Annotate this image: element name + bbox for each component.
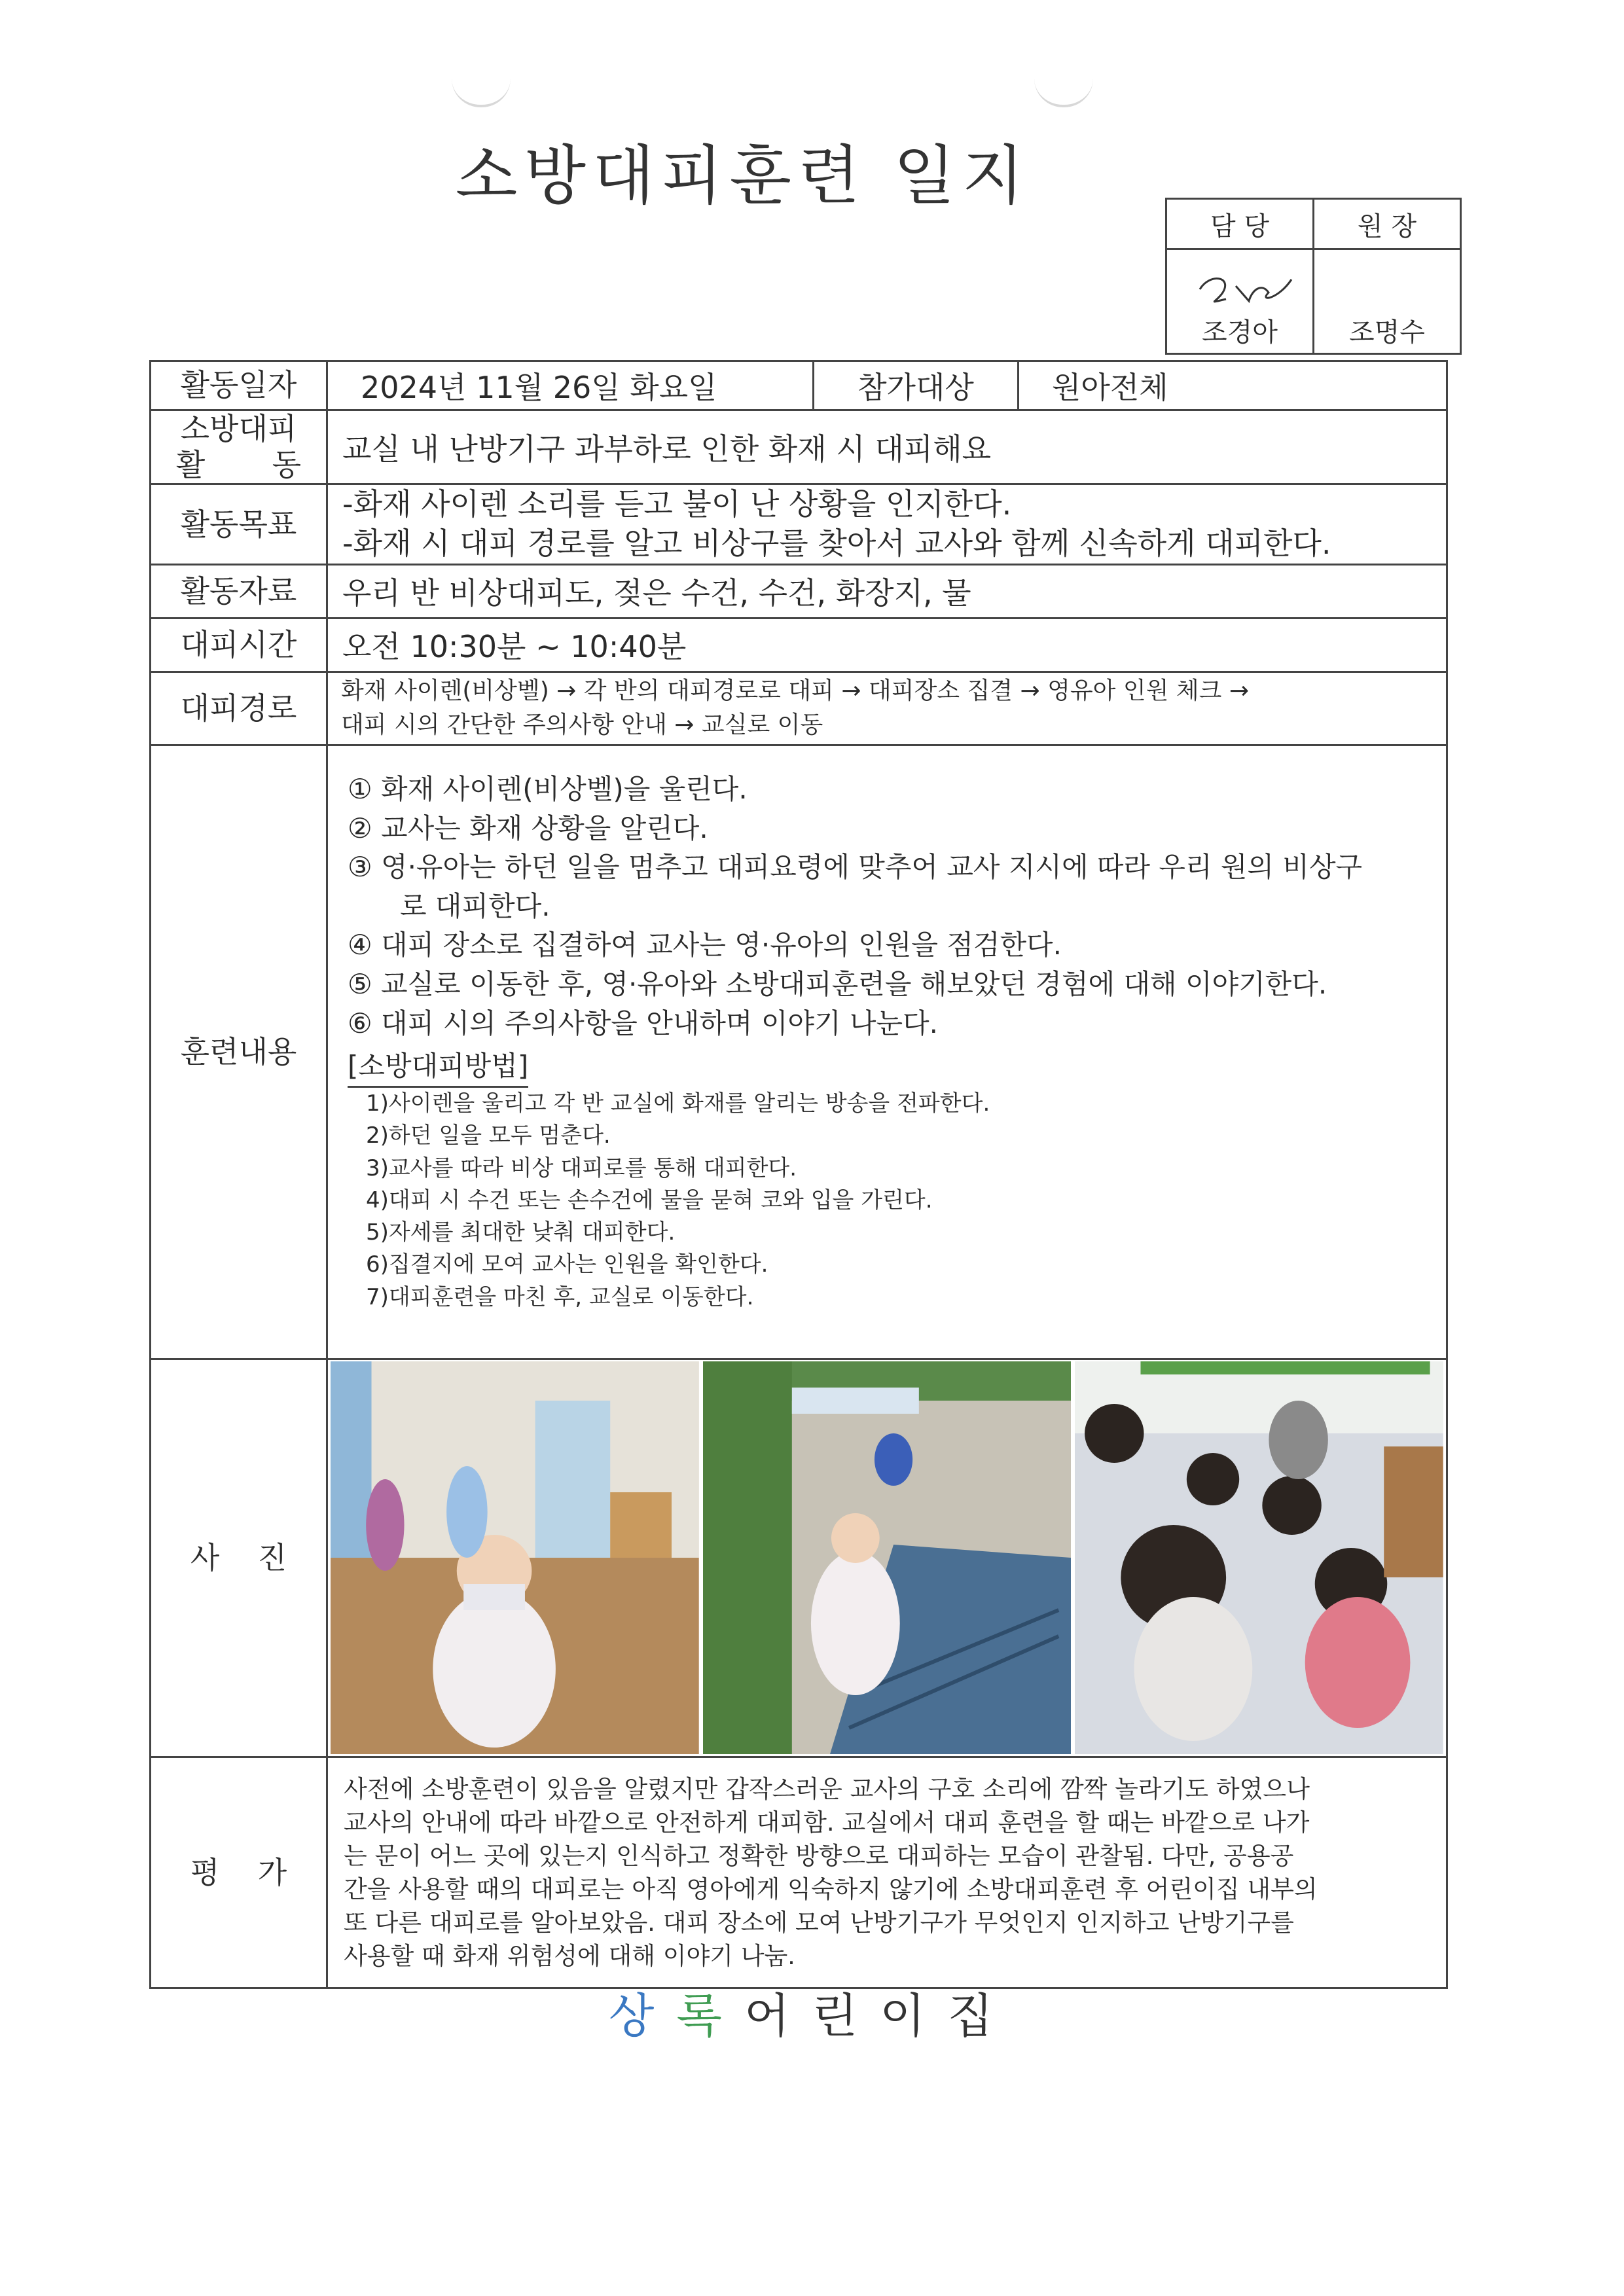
activity-label: 소방대피 활 동 bbox=[151, 410, 327, 484]
daycare-name-part2: 록 bbox=[676, 1988, 744, 2043]
time-value: 오전 10:30분 ~ 10:40분 bbox=[327, 618, 1447, 672]
daycare-name bbox=[0, 1978, 1624, 2046]
daycare-name-part1: 상 bbox=[608, 1988, 677, 2043]
method-item: 6)집결지에 모여 교사는 인원을 확인한다. bbox=[366, 1251, 768, 1278]
training-content bbox=[327, 745, 1447, 1359]
target-value: 원아전체 bbox=[1052, 370, 1168, 405]
goal-label: 활동목표 bbox=[151, 484, 327, 565]
director-name: 조명수 bbox=[1349, 317, 1425, 348]
target-label: 참가대상 bbox=[814, 362, 1019, 409]
method-item: 2)하던 일을 모두 멈춘다. bbox=[366, 1122, 611, 1149]
log-table bbox=[149, 360, 1448, 1989]
method-item: 3)교사를 따라 비상 대피로를 통해 대피한다. bbox=[366, 1155, 797, 1181]
evaluation-content: 사전에 소방훈련이 있음을 알렸지만 갑작스러운 교사의 구호 소리에 깜짝 놀라기도 하였으나 교사의 안내에 따라 바깥으로 안전하게 대피함. 교실에서 대피 훈련을 할 때는 바깥으로 나가 는 문이 어느 곳에 있는지 인식하고 정확한 방향으로 대피하는 모습이 관찰됨. 다만, 공용공 간을 사용할 때의 대피로는 아직 영아에게 익숙하지 않기에 소방대피훈련 후 어린이집 내부의 또 다른 대피로를 알아보았음. 대피 장소에 모여 난방기구가 무엇인지 인지하고 난방기구를 사용할 때 화재 위험성에 대해 이야기 나눔. bbox=[327, 1757, 1447, 1988]
signature bbox=[1187, 263, 1298, 315]
training-step: ⑤ 교실로 이동한 후, 영·유아와 소방대피훈련을 해보았던 경험에 대해 이야기한다. bbox=[348, 968, 1327, 1001]
photo-classroom bbox=[331, 1361, 699, 1754]
goal-value: -화재 사이렌 소리를 듣고 불이 난 상황을 인지한다. -화재 시 대피 경로를 알고 비상구를 찾아서 교사와 함께 신속하게 대피한다. bbox=[327, 484, 1447, 565]
approval-cell-director bbox=[1314, 249, 1461, 354]
punch-hole-left bbox=[452, 79, 511, 107]
photo-gathering bbox=[1075, 1361, 1443, 1754]
training-step: ③ 영·유아는 하던 일을 멈추고 대피요령에 맞추어 교사 지시에 따라 우리 원의 비상구로 대피한다. bbox=[348, 851, 1363, 922]
photo-stairs bbox=[703, 1361, 1072, 1754]
training-label: 훈련내용 bbox=[151, 745, 327, 1359]
method-item: 1)사이렌을 울리고 각 반 교실에 화재를 알리는 방송을 전파한다. bbox=[366, 1090, 990, 1117]
training-step: ① 화재 사이렌(비상벨)을 울린다. bbox=[348, 772, 748, 805]
date-label: 활동일자 bbox=[151, 361, 327, 410]
daycare-name-part3: 어린이집 bbox=[744, 1988, 1016, 2043]
method-item: 4)대피 시 수건 또는 손수건에 물을 묻혀 코와 입을 가린다. bbox=[366, 1187, 933, 1213]
time-label: 대피시간 bbox=[151, 618, 327, 672]
approval-box bbox=[1165, 198, 1462, 355]
method-item: 5)자세를 최대한 낮춰 대피한다. bbox=[366, 1219, 676, 1246]
training-step: ⑥ 대피 시의 주의사항을 안내하며 이야기 나눈다. bbox=[348, 1007, 938, 1039]
route-value: 화재 사이렌(비상벨) → 각 반의 대피경로로 대피 → 대피장소 집결 → 영유아 인원 체크 → 대피 시의 간단한 주의사항 안내 → 교실로 이동 bbox=[327, 672, 1447, 745]
training-step: ④ 대피 장소로 집결하여 교사는 영·유아의 인원을 점검한다. bbox=[348, 929, 1062, 961]
photos-cell bbox=[327, 1359, 1447, 1757]
method-title: [소방대피방법] bbox=[348, 1047, 528, 1088]
approval-cell-staff bbox=[1166, 249, 1314, 354]
materials-label: 활동자료 bbox=[151, 564, 327, 618]
evaluation-label: 평 가 bbox=[151, 1757, 327, 1988]
approval-header-director: 원 장 bbox=[1314, 199, 1461, 249]
method-item: 7)대피훈련을 마친 후, 교실로 이동한다. bbox=[366, 1283, 754, 1310]
document-title: 소방대피훈련 일지 bbox=[455, 139, 1031, 213]
date-value: 2024년 11월 26일 화요일 bbox=[328, 362, 814, 409]
staff-name: 조경아 bbox=[1202, 317, 1278, 348]
method-list bbox=[348, 1088, 1446, 1314]
approval-header-staff: 담 당 bbox=[1166, 199, 1314, 249]
photos-label: 사 진 bbox=[151, 1359, 327, 1757]
activity-value: 교실 내 난방기구 과부하로 인한 화재 시 대피해요 bbox=[327, 410, 1447, 484]
punch-hole-right bbox=[1034, 79, 1093, 107]
materials-value: 우리 반 비상대피도, 젖은 수건, 수건, 화장지, 물 bbox=[327, 564, 1447, 618]
route-label: 대피경로 bbox=[151, 672, 327, 745]
training-step: ② 교사는 화재 상황을 알린다. bbox=[348, 812, 708, 844]
